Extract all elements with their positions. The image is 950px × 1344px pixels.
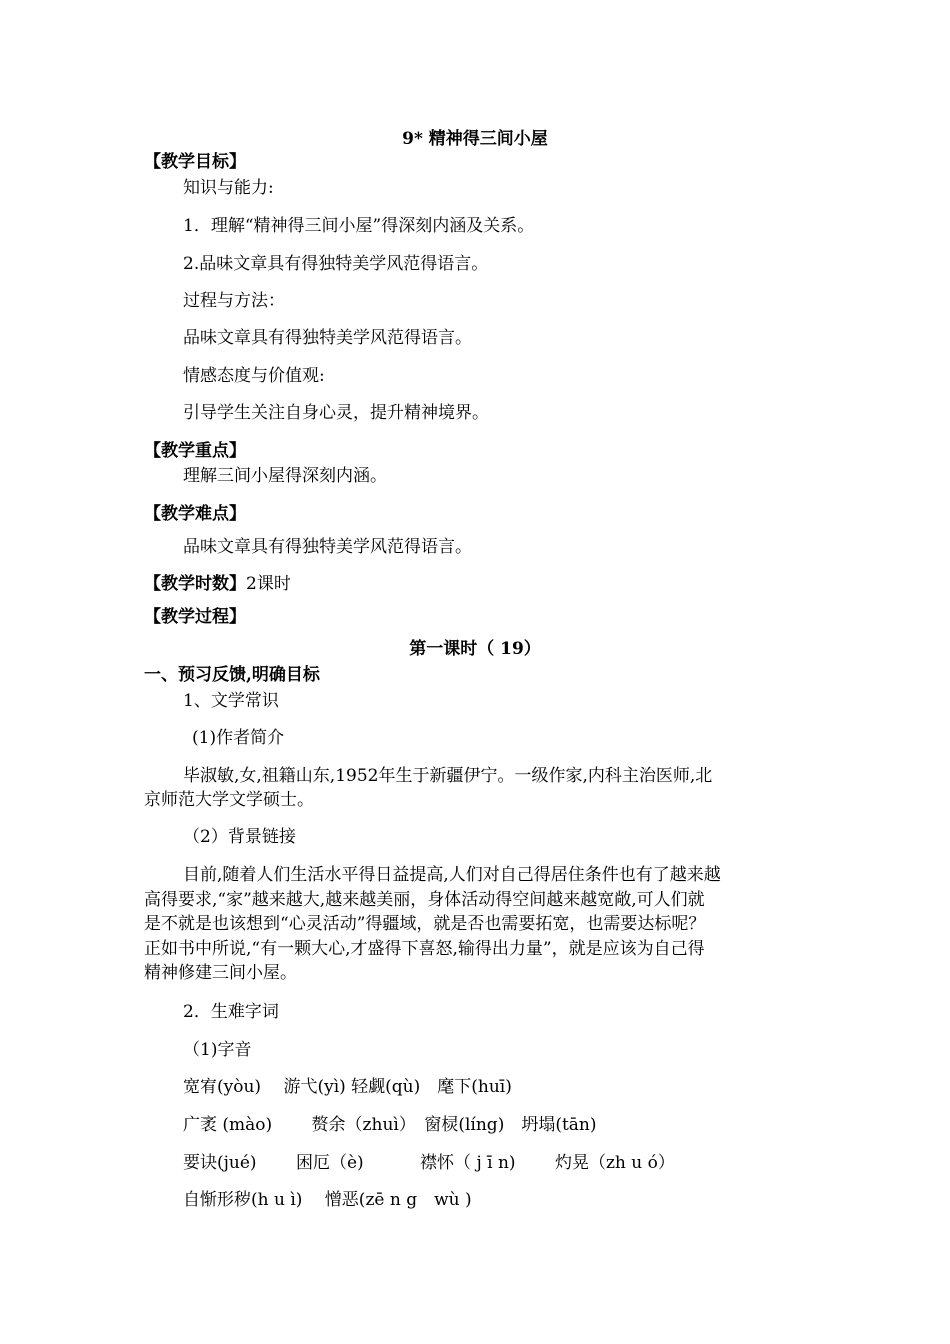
author-paragraph-line: 毕淑敏,女,祖籍山东,1952年生于新疆伊宁。一级作家,内科主治医师,北 (183, 766, 713, 786)
subsection-literature: 1、文学常识 (183, 691, 279, 711)
subsection-background: （2）背景链接 (183, 827, 296, 847)
lesson-title: 第一课时（ 19） (409, 639, 541, 659)
method-label: 过程与方法： (183, 291, 285, 311)
background-paragraph-line: 目前,随着人们生活水平得日益提高,人们对自己得居住条件也有了越来越 (183, 865, 721, 885)
subsection-pronunciation: （1)字音 (183, 1040, 252, 1060)
section-heading-1: 一、预习反馈,明确目标 (144, 665, 320, 685)
pinyin-row: 宽宥(yòu) 游弋(yì) 轻觑(qù) 麾下(huī) (183, 1077, 512, 1097)
pinyin-row: 自惭形秽(h u ì) 憎恶(zē n g wù ) (183, 1190, 472, 1210)
difficulty-heading: 【教学难点】 (144, 504, 246, 524)
method-text: 品味文章具有得独特美学风范得语言。 (183, 328, 472, 348)
doc-title: 9* 精神得三间小屋 (402, 129, 548, 149)
goal-item-1: 1．理解“精神得三间小屋”得深刻内涵及关系。 (183, 216, 535, 236)
emotion-text: 引导学生关注自身心灵，提升精神境界。 (183, 403, 489, 423)
background-paragraph-line: 高得要求,“家”越来越大,越来越美丽，身体活动得空间越来越宽敞,可人们就 (144, 890, 705, 910)
pinyin-row: 要诀(jué) 困厄（è) 襟怀（ j ī n) 灼晃（zh u ó） (183, 1153, 675, 1173)
emotion-label: 情感态度与价值观: (183, 366, 325, 386)
goal-item-2: 2.品味文章具有得独特美学风范得语言。 (183, 254, 489, 274)
pinyin-row: 广袤 (mào) 赘余（zhuì） 窗棂(líng) 坍塌(tān) (183, 1115, 597, 1135)
key-text: 理解三间小屋得深刻内涵。 (183, 466, 387, 486)
hours-heading: 【教学时数】 (144, 574, 246, 594)
ability-label: 知识与能力: (183, 178, 274, 198)
background-paragraph-line: 精神修建三间小屋。 (144, 963, 297, 983)
process-heading: 【教学过程】 (144, 607, 246, 627)
subsection-author: (1)作者简介 (192, 728, 285, 748)
hours-line (144, 573, 291, 595)
background-paragraph-line: 是不就是也该想到“心灵活动”得疆域，就是否也需要拓宽，也需要达标呢？ (144, 914, 706, 934)
difficulty-text: 品味文章具有得独特美学风范得语言。 (183, 537, 472, 557)
hours-text: 2课时 (246, 574, 291, 594)
subsection-vocabulary: 2．生难字词 (183, 1002, 279, 1022)
goals-heading: 【教学目标】 (144, 152, 246, 172)
author-paragraph-line: 京师范大学文学硕士。 (144, 790, 314, 810)
background-paragraph-line: 正如书中所说,“有一颗大心,才盛得下喜怒,输得出力量”，就是应该为自己得 (144, 939, 705, 959)
key-heading: 【教学重点】 (144, 441, 246, 461)
